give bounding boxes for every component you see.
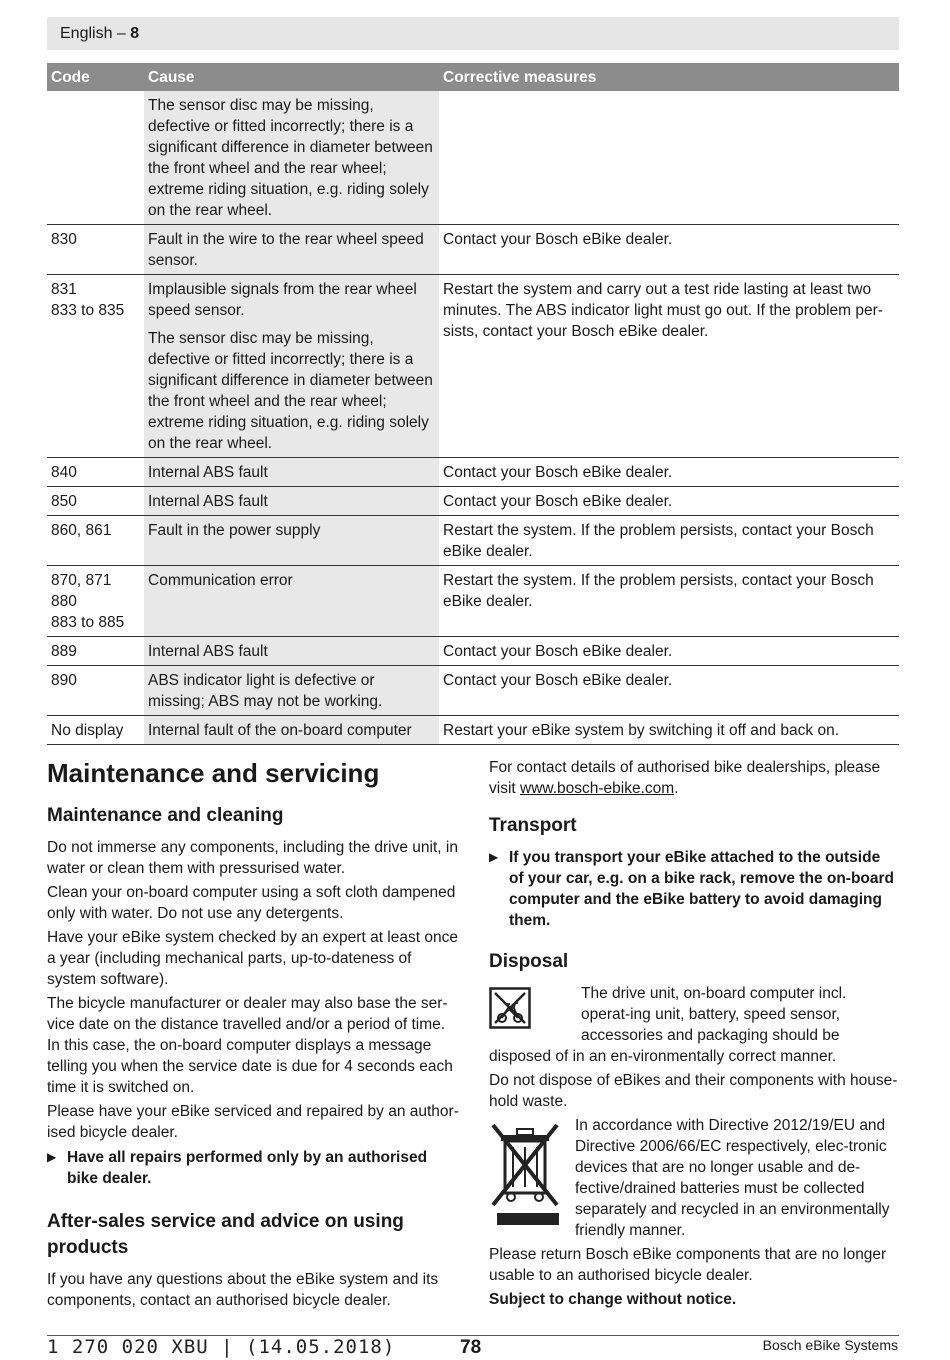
contact-text: For contact details of authorised bike dealerships, please visit [489, 759, 881, 797]
measure-cell: Contact your Bosch eBike dealer. [439, 225, 899, 275]
table-row [47, 275, 899, 458]
change-notice: Subject to change without notice. [489, 1291, 737, 1308]
cause-cell [144, 637, 439, 666]
dealer-website-link[interactable]: www.bosch-ebike.com [520, 780, 675, 797]
contact-end: . [674, 780, 679, 797]
cause-text: Internal fault of the on-board computer [148, 722, 412, 739]
cause-text: Internal ABS fault [148, 493, 268, 510]
maintenance-cleaning-heading: Maintenance and cleaning [47, 805, 284, 826]
disposal-paragraph: In accordance with Directive 2012/19/EU and Directive 2006/66/EC respectively, elec-tronic devices that are no longer usable and de-fective/drained batteries must be collected separately and recycled in an environmentally friendly manner. [575, 1117, 890, 1239]
paragraph: Please have your eBike serviced and repaired by an author-ised bicycle dealer. [47, 1103, 459, 1141]
triangle-bullet-icon: ▶ [47, 1150, 57, 1164]
table-body [47, 91, 899, 745]
table-row [47, 225, 899, 275]
transport-heading: Transport [489, 815, 577, 836]
recycle-symbol-icon [489, 987, 531, 1035]
cause-text: ABS indicator light is defective or missing; ABS may not be working. [148, 672, 383, 710]
paragraph: If you have any questions about the eBike system and its components, contact an authorised bicycle dealer. [47, 1271, 439, 1309]
table-row [47, 516, 899, 566]
disposal-block-2 [489, 1115, 899, 1241]
cause-text: Communication error [148, 572, 293, 589]
measure-cell: Restart your eBike system by switching it off and back on. [439, 716, 899, 745]
paragraph: Have your eBike system checked by an expert at least once a year (including mechanical parts, up-to-dateness of system software). [47, 929, 458, 988]
cause-text: Fault in the power supply [148, 522, 321, 539]
cause-text: Implausible signals from the rear wheel speed sensor. [148, 281, 417, 319]
repair-bullet [47, 1147, 459, 1189]
footer-brand: Bosch eBike Systems [762, 1337, 898, 1353]
table-row [47, 458, 899, 487]
bullet-text: If you transport your eBike attached to the outside of your car, e.g. on a bike rack, remove the on-board computer and the eBike battery to avoid damaging them. [509, 849, 895, 929]
cause-text: The sensor disc may be missing, defective or fitted incorrectly; there is a significant difference in diameter between the front wheel and the rear wheel; extreme riding situation, e.g. riding solely on the rear wheel. [148, 97, 433, 219]
cause-cell [144, 716, 439, 745]
table-row [47, 666, 899, 716]
measure-cell: Contact your Bosch eBike dealer. [439, 487, 899, 516]
page-header [47, 17, 899, 50]
code-cell [47, 91, 144, 225]
measure-cell: Contact your Bosch eBike dealer. [439, 666, 899, 716]
cause-text: Internal ABS fault [148, 464, 268, 481]
disposal-block-1 [489, 983, 899, 1067]
measure-cell: Contact your Bosch eBike dealer. [439, 458, 899, 487]
disposal-heading: Disposal [489, 951, 569, 972]
code-cell: 850 [47, 487, 144, 516]
column-header-code: Code [47, 63, 144, 91]
cause-cell [144, 91, 439, 225]
code-cell: 830 [47, 225, 144, 275]
crossed-out-bin-icon [489, 1119, 561, 1233]
code-cell: 889 [47, 637, 144, 666]
paragraph: The bicycle manufacturer or dealer may also base the ser-vice date on the distance travelled and/or a period of time. In this case, the on-board computer displays a message telling you when the service date is due for 4 seconds each time it is switched on. [47, 995, 453, 1096]
code-cell: 890 [47, 666, 144, 716]
column-header-measures: Corrective measures [439, 63, 899, 91]
transport-bullet [489, 847, 899, 931]
paragraph: Do not immerse any components, including the drive unit, in water or clean them with pressurised water. [47, 839, 458, 877]
triangle-bullet-icon: ▶ [489, 850, 499, 864]
table-row [47, 716, 899, 745]
cause-cell [144, 516, 439, 566]
cause-cell [144, 566, 439, 637]
column-header-cause: Cause [144, 63, 439, 91]
code-cell: 870, 871 880 883 to 885 [47, 566, 144, 637]
section-title: Maintenance and servicing [47, 758, 380, 788]
disposal-paragraph: The drive unit, on-board computer incl. operat-ing unit, battery, speed sensor, accessories and packaging should be disposed of in an en-vironmentally correct manner. [489, 985, 847, 1065]
cause-text: Fault in the wire to the rear wheel speed sensor. [148, 231, 424, 269]
contact-paragraph [489, 757, 899, 799]
footer-document-code: 1 270 020 XBU | (14.05.2018) [47, 1336, 396, 1358]
cause-cell [144, 275, 439, 458]
measure-cell [439, 91, 899, 225]
code-cell: 860, 861 [47, 516, 144, 566]
measure-cell: Restart the system and carry out a test ride lasting at least two minutes. The ABS indicator light must go out. If the problem per-sists, contact your Bosch eBike dealer. [439, 275, 899, 458]
cause-text: The sensor disc may be missing, defective or fitted incorrectly; there is a significant difference in diameter between the front wheel and the rear wheel; extreme riding situation, e.g. riding solely on the rear wheel. [148, 330, 433, 452]
cause-text: Internal ABS fault [148, 643, 268, 660]
paragraph: Clean your on-board computer using a soft cloth dampened only with water. Do not use any detergents. [47, 884, 456, 922]
bullet-text: Have all repairs performed only by an authorised bike dealer. [67, 1149, 428, 1187]
code-cell: 840 [47, 458, 144, 487]
header-language: English – [60, 25, 131, 42]
table-row [47, 91, 899, 225]
code-cell: No display [47, 716, 144, 745]
cause-cell [144, 225, 439, 275]
table-row [47, 566, 899, 637]
table-row [47, 637, 899, 666]
left-column [47, 755, 459, 1314]
disposal-paragraph: Do not dispose of eBikes and their components with house-hold waste. [489, 1072, 898, 1110]
measure-cell: Contact your Bosch eBike dealer. [439, 637, 899, 666]
error-code-table [47, 63, 899, 745]
cause-cell [144, 487, 439, 516]
after-sales-heading: After-sales service and advice on using products [47, 1211, 404, 1258]
header-page-number: 8 [130, 25, 140, 42]
table-row [47, 487, 899, 516]
disposal-paragraph: Please return Bosch eBike components that are no longer usable to an authorised bicycle dealer. [489, 1246, 887, 1284]
cause-cell [144, 458, 439, 487]
measure-cell: Restart the system. If the problem persists, contact your Bosch eBike dealer. [439, 566, 899, 637]
table-header-row [47, 63, 899, 91]
right-column [489, 757, 899, 1313]
footer-page-number: 78 [460, 1337, 482, 1358]
code-cell: 831 833 to 835 [47, 275, 144, 458]
cause-cell [144, 666, 439, 716]
measure-cell: Restart the system. If the problem persists, contact your Bosch eBike dealer. [439, 516, 899, 566]
